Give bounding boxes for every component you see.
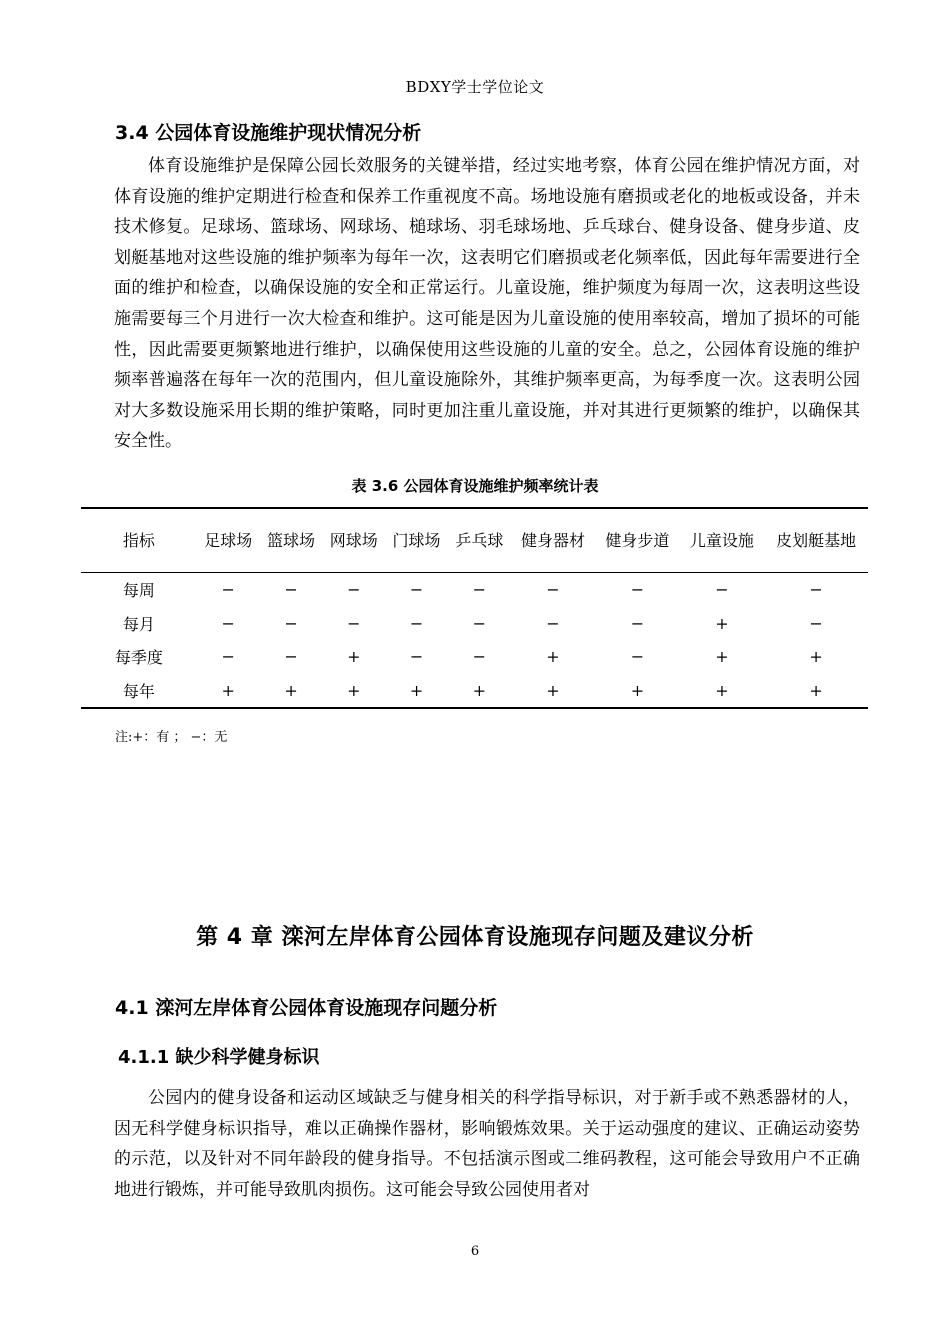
table-cell: − [630,613,645,633]
table-caption: 表 3.6 公园体育设施维护频率统计表 [351,477,599,495]
table-row [81,640,868,674]
table-cell: − [221,647,235,667]
table-cell: − [409,613,424,633]
column-header: 篮球场 [267,530,316,550]
table-cell: − [630,580,645,600]
table-cell: − [347,613,361,633]
table-cell: + [347,680,361,700]
table-cell: + [630,680,645,700]
chapter-4-heading: 第 4 章 滦河左岸体育公园体育设施现存问题及建议分析 [196,925,754,950]
column-header: 指标 [122,530,155,550]
table-cell: − [546,613,560,633]
table-cell: + [715,647,729,667]
table-cell: + [409,680,424,700]
table-cell: − [347,580,361,600]
column-header: 健身步道 [605,530,670,550]
column-header: 健身器材 [520,530,585,550]
column-header: 网球场 [329,530,378,550]
table-cell: − [284,613,298,633]
row-label: 每季度 [114,648,163,668]
section-3-4-paragraph: 体育设施维护是保障公园长效服务的关键举措，经过实地考察，体育公园在维护情况方面，对体育设施的维护定期进行检查和保养工作重视度不高。场地设施有磨损或老化的地板或设备，并未技术修复。足球场、篮球场、网球场、槌球场、羽毛球场地、乒乓球台、健身设备、健身步道、皮划艇基地对这些设施的维护频率为每年一次，这表明它们磨损或老化频率低，因此每年需要进行全面的维护和检查，以确保设施的安全和正常运行。儿童设施，维护频度为每周一次，这表明这些设施需要每三个月进行一次大检查和维护。这可能是因为儿童设施的使用率较高，增加了损坏的可能性，因此需要更频繁地进行维护，以确保使用这些设施的儿童的安全。总之，公园体育设施的维护频率普遍落在每年一次的范围内，但儿童设施除外，其维护频率更高，为每季度一次。这表明公园对大多数设施采用长期的维护策略，同时更加注重儿童设施，并对其进行更频繁的维护，以确保其安全性。 [114,156,860,452]
table-row [81,674,868,709]
maintenance-frequency-table [81,507,868,709]
table-header-row [81,508,868,573]
section-3-4-heading: 3.4 公园体育设施维护现状情况分析 [115,122,422,144]
column-header: 乒乓球 [455,530,504,550]
section-4-1-1-paragraph: 公园内的健身设备和运动区域缺乏与健身相关的科学指导标识，对于新手或不熟悉器材的人，因无科学健身标识指导，难以正确操作器材，影响锻炼效果。关于运动强度的建议、正确运动姿势的示范，以及针对不同年龄段的健身指导。不包括演示图或二维码教程，这可能会导致用户不正确地进行锻炼，并可能导致肌肉损伤。这可能会导致公园使用者对 [114,1088,860,1200]
column-header: 皮划艇基地 [776,530,857,550]
table-cell: − [221,580,235,600]
table-cell: − [546,580,560,600]
table-cell: − [472,613,487,633]
table-cell: − [284,647,298,667]
column-header: 儿童设施 [689,530,754,550]
section-4-1-1-heading: 4.1.1 缺少科学健身标识 [118,1047,320,1068]
row-label: 每年 [122,681,155,701]
table-row [81,573,868,607]
table-row [81,607,868,641]
column-header: 足球场 [204,530,253,550]
table-cell: + [715,613,729,633]
table-cell: − [809,580,823,600]
table-cell: − [409,580,424,600]
table-cell: + [809,680,823,700]
table-cell: − [630,647,645,667]
table-note: 注:+：有 ； −：无 [115,730,228,745]
row-label: 每周 [122,581,155,601]
page-number: 6 [470,1244,480,1259]
running-header: BDXY学士学位论文 [405,78,545,96]
table-cell: − [409,647,424,667]
table-cell: − [809,613,823,633]
section-4-1-heading: 4.1 滦河左岸体育公园体育设施现存问题分析 [115,997,498,1019]
table-cell: + [221,680,235,700]
table-cell: + [809,647,823,667]
row-label: 每月 [122,614,155,634]
table-cell: + [284,680,298,700]
table-cell: + [347,647,361,667]
table-cell: − [284,580,298,600]
table-cell: + [472,680,487,700]
table-cell: + [546,647,560,667]
table-cell: − [221,613,235,633]
table-cell: + [546,680,560,700]
table-cell: − [715,580,729,600]
column-header: 门球场 [392,530,441,550]
table-cell: + [715,680,729,700]
table-cell: − [472,580,487,600]
table-cell: − [472,647,487,667]
